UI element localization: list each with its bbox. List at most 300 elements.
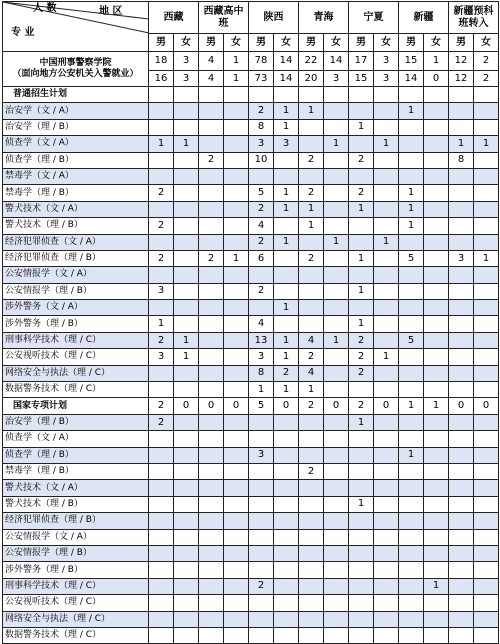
quota-cell: 3 <box>149 349 174 365</box>
quota-cell <box>199 300 224 316</box>
quota-cell <box>249 627 274 643</box>
quota-cell: 13 <box>249 332 274 348</box>
quota-cell <box>449 300 474 316</box>
total-cell: 3 <box>174 52 199 71</box>
quota-cell <box>224 234 249 250</box>
quota-cell <box>199 185 224 201</box>
quota-cell <box>149 545 174 561</box>
quota-cell <box>399 300 424 316</box>
quota-cell <box>274 267 299 283</box>
total-cell: 3 <box>374 71 399 87</box>
section-total-cell <box>149 87 174 103</box>
quota-cell <box>224 152 249 168</box>
quota-cell <box>399 496 424 512</box>
quota-cell <box>324 300 349 316</box>
total-cell: 12 <box>449 52 474 71</box>
quota-cell <box>249 168 274 184</box>
quota-cell <box>174 545 199 561</box>
quota-cell <box>174 627 199 643</box>
total-cell: 1 <box>224 52 249 71</box>
quota-cell <box>399 611 424 627</box>
quota-cell: 1 <box>274 349 299 365</box>
quota-cell <box>349 611 374 627</box>
section-header-row <box>3 87 499 103</box>
section-total-cell <box>274 87 299 103</box>
quota-cell <box>399 283 424 299</box>
quota-cell <box>349 627 374 643</box>
quota-cell: 2 <box>299 463 324 479</box>
quota-cell <box>474 480 499 496</box>
quota-cell <box>424 136 449 152</box>
section-total-cell: 2 <box>349 398 374 414</box>
quota-cell <box>374 627 399 643</box>
quota-cell <box>399 365 424 381</box>
quota-cell <box>324 185 349 201</box>
quota-cell <box>149 447 174 463</box>
quota-cell <box>199 529 224 545</box>
quota-cell <box>374 283 399 299</box>
total-cell: 3 <box>174 71 199 87</box>
quota-cell: 2 <box>349 332 374 348</box>
quota-cell: 2 <box>349 152 374 168</box>
quota-cell <box>424 218 449 234</box>
total-cell: 2 <box>474 71 499 87</box>
quota-cell: 1 <box>299 201 324 217</box>
quota-cell <box>399 463 424 479</box>
section-total-cell: 0 <box>449 398 474 414</box>
major-name: 经济犯罪侦查（理 / B） <box>3 513 149 529</box>
quota-cell <box>474 414 499 430</box>
quota-cell <box>324 316 349 332</box>
quota-cell <box>174 447 199 463</box>
quota-cell <box>174 300 199 316</box>
male-header: 男 <box>349 34 374 52</box>
quota-cell: 1 <box>349 250 374 266</box>
quota-cell <box>474 513 499 529</box>
quota-cell <box>449 414 474 430</box>
quota-cell <box>249 431 274 447</box>
quota-cell <box>374 300 399 316</box>
quota-cell <box>399 513 424 529</box>
quota-cell <box>449 201 474 217</box>
quota-cell: 1 <box>274 103 299 119</box>
quota-cell <box>324 201 349 217</box>
quota-cell <box>149 300 174 316</box>
table-row <box>3 578 499 594</box>
region-header: 西藏 <box>149 2 199 34</box>
major-name: 禁毒学（文 / A） <box>3 168 149 184</box>
quota-cell: 1 <box>224 250 249 266</box>
table-row <box>3 168 499 184</box>
total-cell: 15 <box>399 52 424 71</box>
table-row <box>3 365 499 381</box>
major-name: 数据警务技术（理 / C） <box>3 627 149 643</box>
quota-cell <box>149 611 174 627</box>
quota-cell <box>449 513 474 529</box>
quota-cell <box>199 463 224 479</box>
quota-cell <box>449 431 474 447</box>
quota-cell: 1 <box>299 218 324 234</box>
quota-cell <box>174 316 199 332</box>
quota-cell <box>424 185 449 201</box>
quota-cell <box>199 578 224 594</box>
quota-cell <box>374 513 399 529</box>
quota-cell <box>424 496 449 512</box>
section-total-cell: 0 <box>374 398 399 414</box>
quota-cell <box>449 627 474 643</box>
section-total-cell: 0 <box>174 398 199 414</box>
quota-cell <box>399 136 424 152</box>
quota-cell: 1 <box>399 103 424 119</box>
quota-cell <box>224 382 249 398</box>
quota-cell <box>174 250 199 266</box>
quota-cell: 3 <box>249 447 274 463</box>
quota-cell <box>224 447 249 463</box>
quota-cell <box>199 119 224 135</box>
quota-cell <box>199 545 224 561</box>
section-total-cell: 0 <box>274 398 299 414</box>
quota-cell <box>424 119 449 135</box>
quota-cell <box>199 283 224 299</box>
quota-cell <box>374 562 399 578</box>
quota-cell <box>374 250 399 266</box>
table-row <box>3 283 499 299</box>
quota-cell <box>149 480 174 496</box>
section-total-cell <box>374 87 399 103</box>
quota-cell <box>174 595 199 611</box>
quota-cell <box>474 103 499 119</box>
quota-cell <box>474 283 499 299</box>
quota-cell <box>474 496 499 512</box>
quota-cell <box>299 595 324 611</box>
total-cell: 14 <box>324 52 349 71</box>
quota-cell <box>199 447 224 463</box>
quota-cell <box>199 611 224 627</box>
total-cell: 2 <box>474 52 499 71</box>
section-total-cell <box>174 87 199 103</box>
quota-cell <box>399 349 424 365</box>
quota-cell <box>224 103 249 119</box>
quota-cell <box>349 545 374 561</box>
section-total-cell: 2 <box>299 398 324 414</box>
quota-cell: 2 <box>349 365 374 381</box>
quota-cell: 1 <box>399 447 424 463</box>
quota-cell <box>374 545 399 561</box>
quota-cell <box>299 496 324 512</box>
quota-cell <box>474 463 499 479</box>
institution-line2: （面向地方公安机关入警就业） <box>12 69 139 79</box>
major-name: 公安情报学（理 / B） <box>3 283 149 299</box>
quota-cell <box>374 365 399 381</box>
table-row <box>3 103 499 119</box>
quota-cell: 1 <box>274 119 299 135</box>
quota-cell <box>449 365 474 381</box>
quota-cell: 1 <box>149 136 174 152</box>
quota-cell <box>374 447 399 463</box>
quota-cell <box>199 496 224 512</box>
quota-cell <box>174 283 199 299</box>
quota-cell <box>199 513 224 529</box>
table-row <box>3 595 499 611</box>
quota-cell: 2 <box>349 349 374 365</box>
quota-cell <box>374 267 399 283</box>
quota-cell <box>324 562 349 578</box>
quota-cell <box>374 168 399 184</box>
quota-cell <box>324 529 349 545</box>
quota-cell <box>324 382 349 398</box>
quota-cell <box>399 529 424 545</box>
table-row <box>3 611 499 627</box>
total-cell: 78 <box>249 52 274 71</box>
quota-cell <box>349 513 374 529</box>
quota-cell: 1 <box>274 332 299 348</box>
quota-cell <box>449 480 474 496</box>
quota-cell: 2 <box>299 152 324 168</box>
quota-cell <box>174 234 199 250</box>
major-name: 网络安全与执法（理 / C） <box>3 365 149 381</box>
quota-cell <box>299 316 324 332</box>
quota-cell <box>249 611 274 627</box>
quota-cell <box>224 365 249 381</box>
quota-cell <box>474 349 499 365</box>
quota-cell <box>349 578 374 594</box>
quota-cell <box>349 529 374 545</box>
quota-cell <box>449 562 474 578</box>
quota-cell <box>199 136 224 152</box>
section-total-cell <box>399 87 424 103</box>
quota-cell <box>474 332 499 348</box>
total-cell: 17 <box>349 52 374 71</box>
total-cell: 12 <box>449 71 474 87</box>
quota-cell <box>299 529 324 545</box>
quota-cell: 2 <box>249 234 274 250</box>
quota-cell: 1 <box>374 234 399 250</box>
quota-cell <box>374 414 399 430</box>
table-row <box>3 463 499 479</box>
quota-cell <box>349 136 374 152</box>
quota-cell <box>149 496 174 512</box>
quota-cell <box>324 152 349 168</box>
quota-cell <box>224 578 249 594</box>
quota-cell: 1 <box>349 414 374 430</box>
quota-cell: 6 <box>249 250 274 266</box>
quota-cell <box>424 283 449 299</box>
table-row <box>3 119 499 135</box>
quota-cell <box>449 283 474 299</box>
quota-cell <box>324 414 349 430</box>
total-cell: 14 <box>399 71 424 87</box>
quota-cell <box>324 447 349 463</box>
quota-cell <box>399 480 424 496</box>
quota-cell <box>299 136 324 152</box>
quota-cell: 1 <box>149 316 174 332</box>
quota-cell <box>374 382 399 398</box>
quota-cell <box>424 365 449 381</box>
quota-cell <box>399 119 424 135</box>
quota-cell <box>399 234 424 250</box>
quota-cell <box>299 119 324 135</box>
quota-cell <box>274 562 299 578</box>
quota-cell <box>274 431 299 447</box>
major-name: 侦查学（文 / A） <box>3 136 149 152</box>
quota-cell <box>374 201 399 217</box>
section-total-cell: 5 <box>249 398 274 414</box>
quota-cell <box>224 218 249 234</box>
table-row <box>3 267 499 283</box>
quota-cell <box>299 545 324 561</box>
quota-cell <box>224 562 249 578</box>
total-cell: 15 <box>349 71 374 87</box>
quota-cell <box>349 447 374 463</box>
quota-cell <box>224 300 249 316</box>
quota-cell <box>324 595 349 611</box>
quota-cell <box>449 185 474 201</box>
quota-cell <box>199 316 224 332</box>
quota-cell: 2 <box>199 250 224 266</box>
quota-cell: 2 <box>149 218 174 234</box>
section-total-cell <box>199 87 224 103</box>
quota-cell <box>324 480 349 496</box>
quota-cell <box>424 463 449 479</box>
total-cell: 1 <box>424 52 449 71</box>
quota-cell <box>149 595 174 611</box>
quota-cell <box>324 431 349 447</box>
quota-cell <box>474 529 499 545</box>
quota-cell <box>399 627 424 643</box>
institution-line1: 中国刑事警察学院 <box>39 57 112 68</box>
quota-cell <box>424 529 449 545</box>
quota-cell <box>224 332 249 348</box>
section-total-cell <box>324 87 349 103</box>
quota-cell <box>199 414 224 430</box>
quota-cell <box>149 562 174 578</box>
quota-cell <box>399 595 424 611</box>
quota-cell <box>474 431 499 447</box>
quota-cell <box>199 332 224 348</box>
major-name: 禁毒学（理 / B） <box>3 463 149 479</box>
quota-cell <box>449 218 474 234</box>
quota-cell: 1 <box>449 136 474 152</box>
quota-cell: 1 <box>399 218 424 234</box>
quota-cell <box>474 168 499 184</box>
quota-cell <box>349 267 374 283</box>
table-row <box>3 218 499 234</box>
quota-cell <box>274 316 299 332</box>
quota-cell <box>299 562 324 578</box>
quota-cell <box>474 119 499 135</box>
quota-cell <box>199 168 224 184</box>
quota-cell <box>274 168 299 184</box>
total-cell: 4 <box>199 71 224 87</box>
total-cell: 18 <box>149 52 174 71</box>
total-cell: 73 <box>249 71 274 87</box>
quota-cell: 2 <box>149 332 174 348</box>
quota-cell: 1 <box>474 250 499 266</box>
female-header: 女 <box>224 34 249 52</box>
quota-cell <box>349 382 374 398</box>
quota-cell <box>199 431 224 447</box>
quota-cell <box>224 185 249 201</box>
region-header: 西藏高中班 <box>199 2 249 34</box>
quota-cell <box>224 529 249 545</box>
quota-cell <box>374 332 399 348</box>
quota-cell: 1 <box>274 185 299 201</box>
quota-cell <box>174 578 199 594</box>
quota-cell: 1 <box>274 382 299 398</box>
major-name: 公安情报学（文 / A） <box>3 267 149 283</box>
major-name: 公安视听技术（理 / C） <box>3 595 149 611</box>
quota-cell: 5 <box>249 185 274 201</box>
quota-cell <box>399 578 424 594</box>
major-name: 涉外警务（文 / A） <box>3 300 149 316</box>
quota-cell <box>474 218 499 234</box>
section-total-cell: 0 <box>224 398 249 414</box>
quota-cell: 2 <box>299 250 324 266</box>
quota-cell <box>474 562 499 578</box>
quota-cell <box>449 545 474 561</box>
quota-cell <box>324 545 349 561</box>
quota-cell <box>349 300 374 316</box>
quota-cell: 2 <box>249 283 274 299</box>
quota-cell <box>224 283 249 299</box>
quota-cell <box>324 218 349 234</box>
quota-cell <box>449 316 474 332</box>
quota-cell <box>474 316 499 332</box>
quota-cell: 1 <box>299 382 324 398</box>
major-name: 警犬技术（理 / B） <box>3 496 149 512</box>
total-cell: 4 <box>199 52 224 71</box>
quota-cell <box>249 529 274 545</box>
quota-cell <box>399 168 424 184</box>
quota-cell <box>449 168 474 184</box>
quota-cell <box>199 234 224 250</box>
quota-cell <box>274 250 299 266</box>
total-cell: 16 <box>149 71 174 87</box>
quota-cell: 2 <box>149 414 174 430</box>
quota-cell <box>174 119 199 135</box>
quota-cell <box>224 168 249 184</box>
quota-cell: 1 <box>324 332 349 348</box>
quota-cell: 1 <box>349 283 374 299</box>
quota-cell <box>174 267 199 283</box>
quota-cell <box>424 595 449 611</box>
quota-cell <box>249 513 274 529</box>
quota-cell <box>299 431 324 447</box>
quota-cell: 2 <box>249 103 274 119</box>
quota-cell <box>224 119 249 135</box>
quota-cell <box>324 578 349 594</box>
quota-cell <box>324 250 349 266</box>
male-header: 男 <box>199 34 224 52</box>
quota-cell <box>324 627 349 643</box>
quota-cell <box>449 529 474 545</box>
table-row <box>3 447 499 463</box>
quota-cell <box>374 103 399 119</box>
quota-cell <box>449 382 474 398</box>
quota-cell <box>224 267 249 283</box>
major-name: 公安情报学（文 / A） <box>3 529 149 545</box>
quota-cell <box>474 234 499 250</box>
major-name: 警犬技术（理 / B） <box>3 218 149 234</box>
quota-cell <box>224 595 249 611</box>
quota-cell <box>199 218 224 234</box>
quota-cell <box>149 234 174 250</box>
quota-cell <box>374 578 399 594</box>
quota-cell <box>449 332 474 348</box>
quota-cell <box>149 382 174 398</box>
section-header-row <box>3 398 499 414</box>
quota-cell <box>274 414 299 430</box>
